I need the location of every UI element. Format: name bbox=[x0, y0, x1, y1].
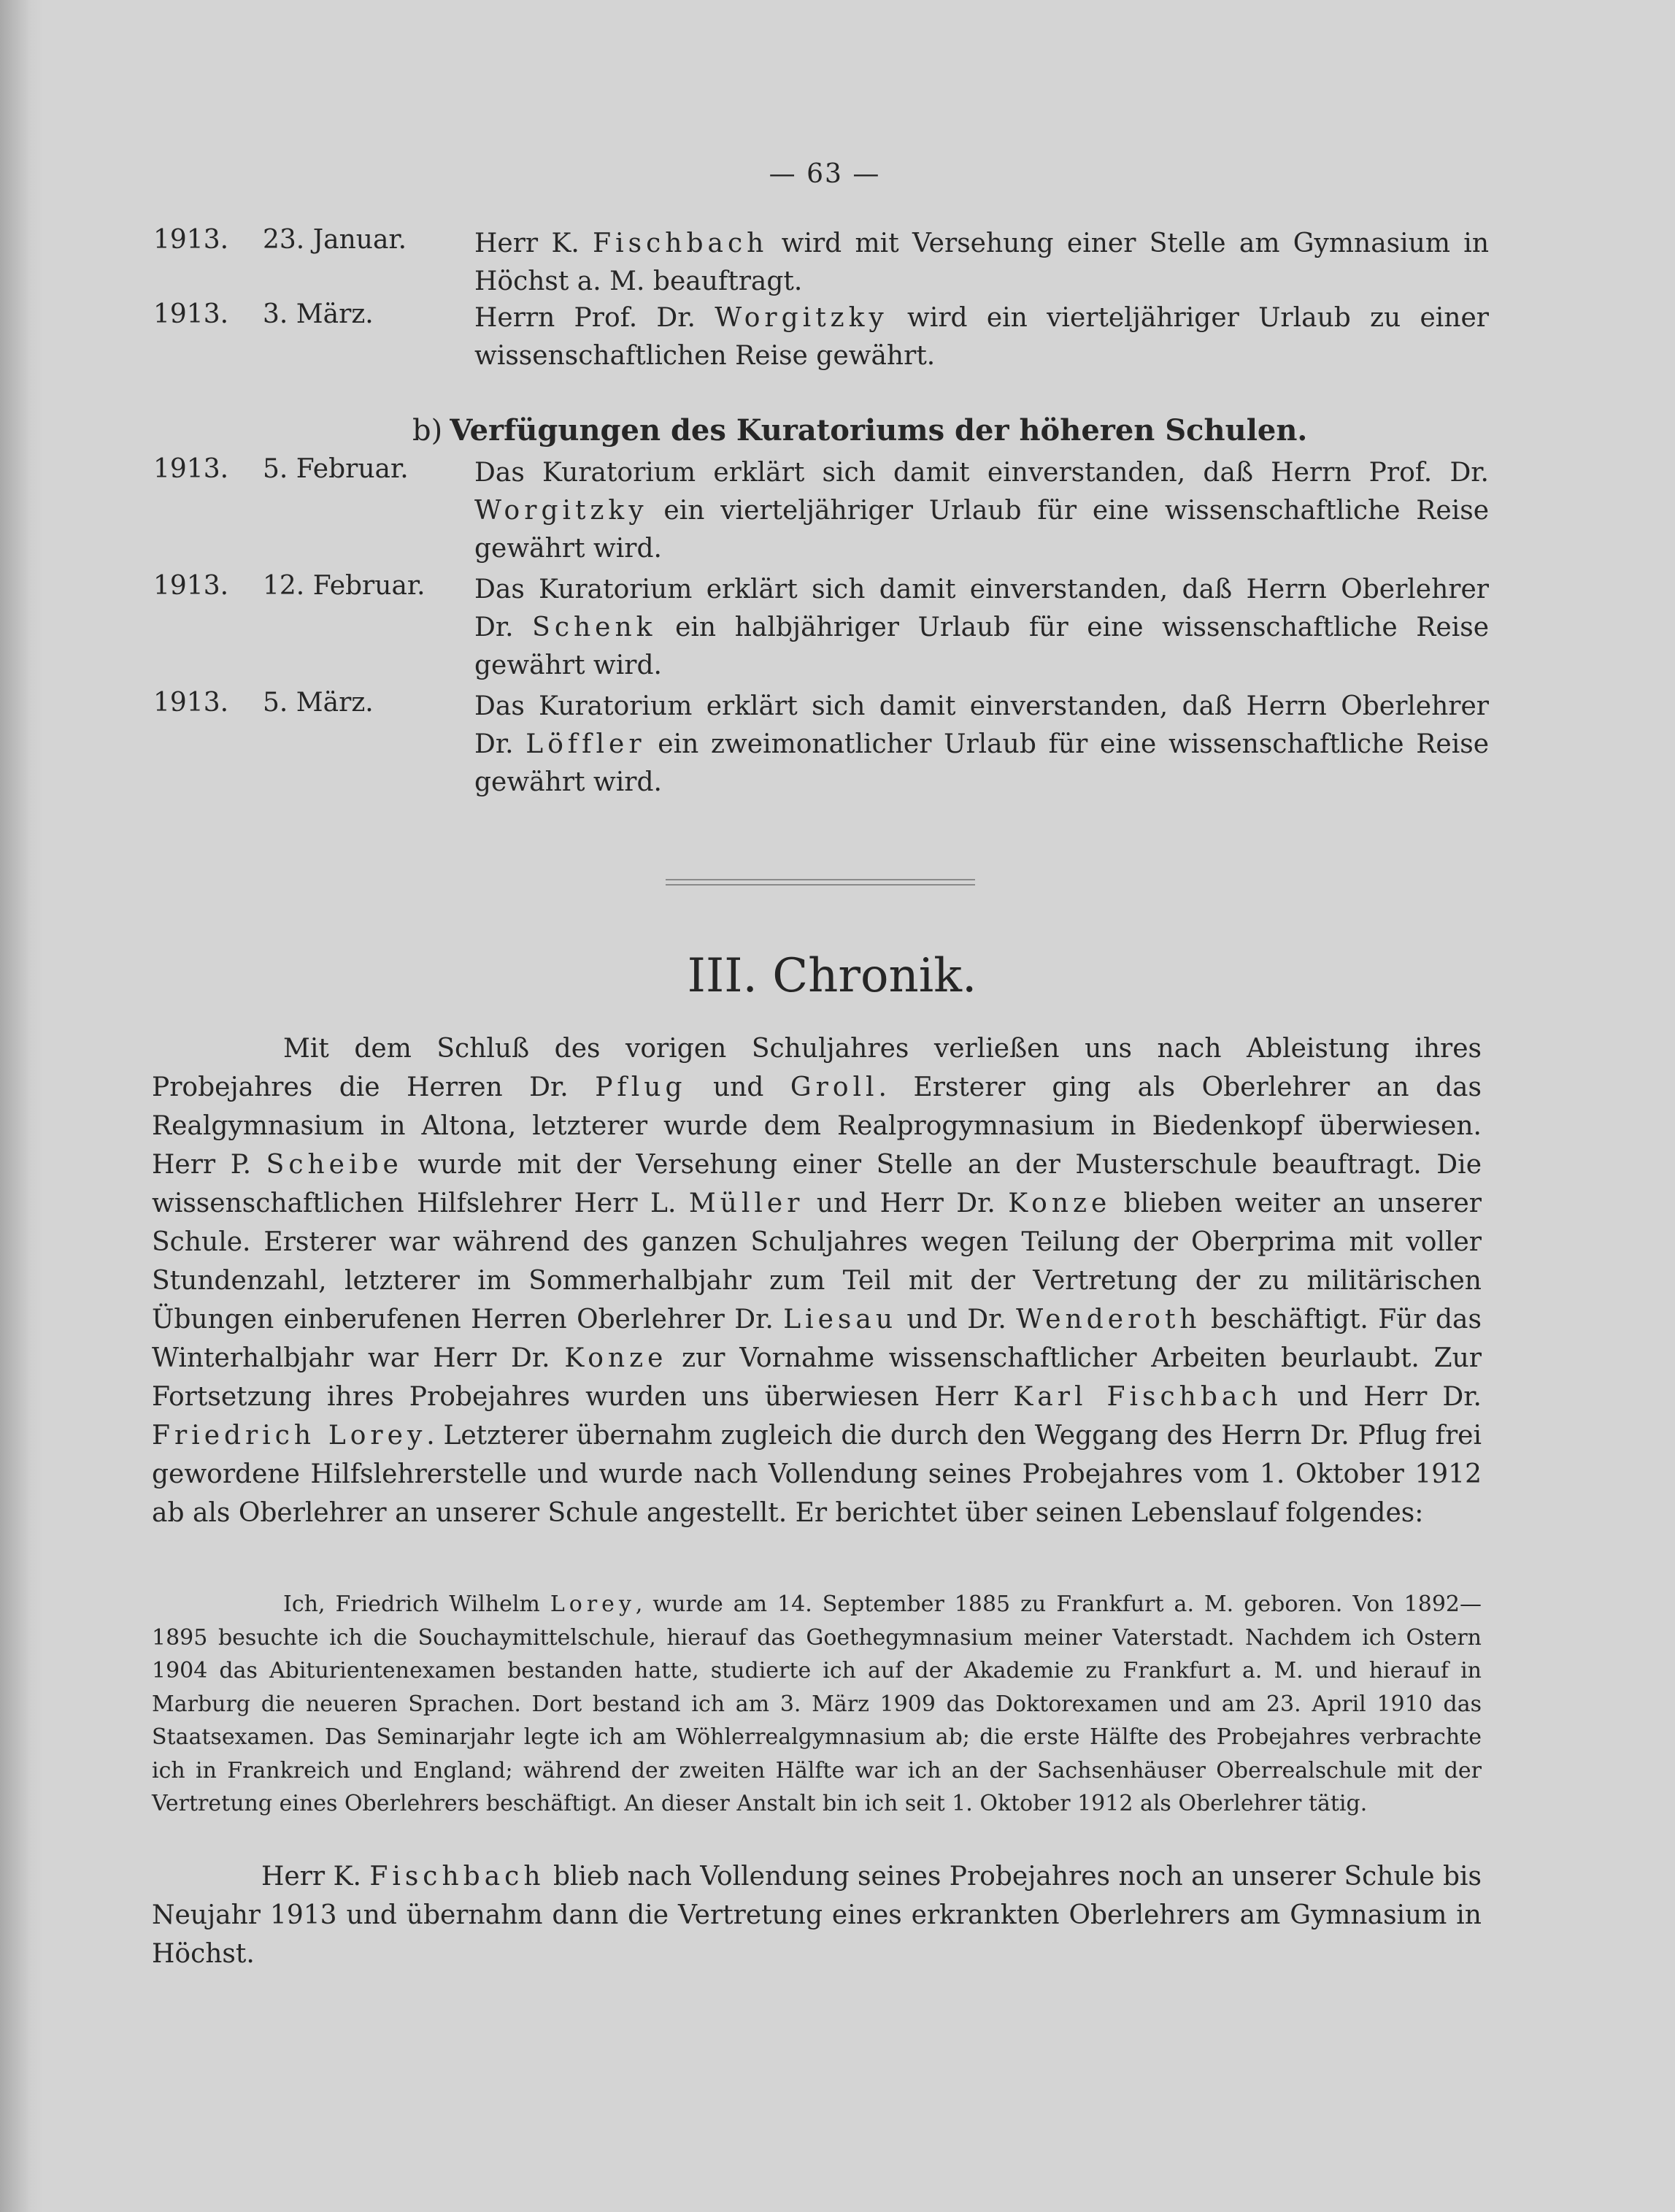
paragraph-text: Herr K. Fischbach blieb nach Vollendung seines Probejahres noch an unserer Schule bis Neujahr 1913 und übernahm dann die Vertretung eines erkrankten Oberlehrers am Gymnasium in Höchst. bbox=[152, 1862, 1482, 1969]
person-name: Karl Fischbach bbox=[1013, 1382, 1282, 1412]
chronik-heading: III. Chronik. bbox=[687, 949, 977, 1003]
entry-year: 1913. bbox=[153, 571, 229, 601]
entry-date: 23. Januar. bbox=[263, 225, 407, 255]
entry-date: 12. Februar. bbox=[263, 571, 426, 601]
entry-date: 5. Februar. bbox=[263, 454, 409, 484]
person-name: Liesau bbox=[783, 1305, 898, 1335]
entry-date: 5. März. bbox=[263, 688, 374, 718]
entry-year: 1913. bbox=[153, 688, 229, 718]
paragraph-text: Ich, Friedrich Wilhelm Lorey, wurde am 14. September 1885 zu Frankfurt a. M. geboren. Von 1892—1895 besuchte ich die Souchaymittelschule, hierauf das Goethegymnasium meiner Vaterstadt. Nachdem ich Ostern 1904 das Abiturientenexamen bestanden hatte, studierte ich auf der Akademie zu Frankfurt a. M. und hierauf in Marburg die neueren Sprachen. Dort bestand ich am 3. März 1909 das Doktorexamen und am 23. April 1910 das Staatsexamen. Das Seminarjahr legte ich am Wöhlerrealgymnasium ab; die erste Hälfte des Probejahres verbrachte ich in Frankreich und England; während der zweiten Hälfte war ich an der Sachsenhäuser Oberrealschule mit der Vertretung eines Oberlehrers beschäftigt. An dieser Anstalt bin ich seit 1. Oktober 1912 als Oberlehrer tätig. bbox=[152, 1591, 1482, 1816]
section-letter: b) bbox=[412, 414, 443, 448]
paragraph-text: Mit dem Schluß des vorigen Schuljahres verließen uns nach Ableistung ihres Probejahres die Herren Dr. Pflug und Groll. Ersterer ging als Oberlehrer an das Realgymnasium in Altona, letzterer wurde dem Realprogymnasium in Biedenkopf überwiesen. Herr P. Scheibe wurde mit der Versehung einer Stelle an der Musterschule beauftragt. Die wissenschaftlichen Hilfslehrer Herr L. Müller und Herr Dr. Konze blieben weiter an unserer Schule. Ersterer war während des ganzen Schuljahres wegen Teilung der Oberprima mit voller Stundenzahl, letzterer im Sommerhalbjahr zum Teil mit der Vertretung der zu militärischen Übungen einberufenen Herren Oberlehrer Dr. Liesau und Dr. Wenderoth beschäftigt. Für das Winterhalbjahr war Herr Dr. Konze zur Vornahme wissenschaftlicher Arbeiten beurlaubt. Zur Fortsetzung ihres Probejahres wurden uns überwiesen Herr Karl Fischbach und Herr Dr. Friedrich Lorey. Letzterer übernahm zugleich die durch den Weggang des Herrn Dr. Pflug frei gewordene Hilfslehrerstelle und wurde nach Vollendung seines Probejahres vom 1. Oktober 1912 ab als Oberlehrer an unserer Schule angestellt. Er berichtet über seinen Lebenslauf folgendes: bbox=[152, 1034, 1482, 1528]
person-name: Konze bbox=[1008, 1188, 1112, 1218]
chronik-paragraph bbox=[152, 1029, 1482, 1532]
person-name: Worgitzky bbox=[715, 303, 888, 333]
entry-text: Herrn Prof. Dr. Worgitzky wird ein vierteljähriger Urlaub zu einer wissenschaftlichen Reise gewährt. bbox=[474, 303, 1489, 371]
entry-year: 1913. bbox=[153, 454, 229, 484]
person-name: Fischbach bbox=[369, 1862, 545, 1892]
chronik-paragraph bbox=[152, 1857, 1482, 1973]
person-name: Scheibe bbox=[266, 1150, 403, 1180]
entry-year: 1913. bbox=[153, 225, 229, 255]
person-name: Pflug bbox=[595, 1072, 687, 1102]
entry-text: Das Kuratorium erklärt sich damit einverstanden, daß Herrn Oberlehrer Dr. Löffler ein zweimonatlicher Urlaub für eine wissenschaftliche Reise gewährt wird. bbox=[474, 691, 1489, 797]
person-name: Friedrich Lorey bbox=[152, 1421, 427, 1451]
lebenslauf-paragraph bbox=[152, 1588, 1482, 1821]
entry-text: Das Kuratorium erklärt sich damit einverstanden, daß Herrn Prof. Dr. Worgitzky ein vierteljähriger Urlaub für eine wissenschaftliche Reise gewährt wird. bbox=[474, 458, 1489, 564]
person-name: Lorey bbox=[550, 1591, 636, 1617]
person-name: Wenderoth bbox=[1016, 1305, 1201, 1335]
section-heading bbox=[412, 413, 1308, 448]
page-number: — 63 — bbox=[769, 159, 881, 189]
entry-text: Herr K. Fischbach wird mit Versehung einer Stelle am Gymnasium in Höchst a. M. beauftragt. bbox=[474, 229, 1490, 296]
entry-year: 1913. bbox=[153, 299, 229, 329]
section-divider bbox=[666, 879, 975, 886]
section-title: Verfügungen des Kuratoriums der höheren Schulen. bbox=[450, 413, 1308, 448]
entry-text: Das Kuratorium erklärt sich damit einverstanden, daß Herrn Oberlehrer Dr. Schenk ein halbjähriger Urlaub für eine wissenschaftliche Reise gewährt wird. bbox=[474, 575, 1489, 680]
person-name: Löffler bbox=[525, 729, 646, 759]
person-name: Müller bbox=[688, 1188, 804, 1218]
person-name: Konze bbox=[564, 1343, 668, 1373]
person-name: Fischbach bbox=[593, 229, 769, 258]
person-name: Groll bbox=[790, 1072, 879, 1102]
person-name: Worgitzky bbox=[474, 496, 648, 526]
person-name: Schenk bbox=[532, 612, 657, 642]
entry-date: 3. März. bbox=[263, 299, 374, 329]
